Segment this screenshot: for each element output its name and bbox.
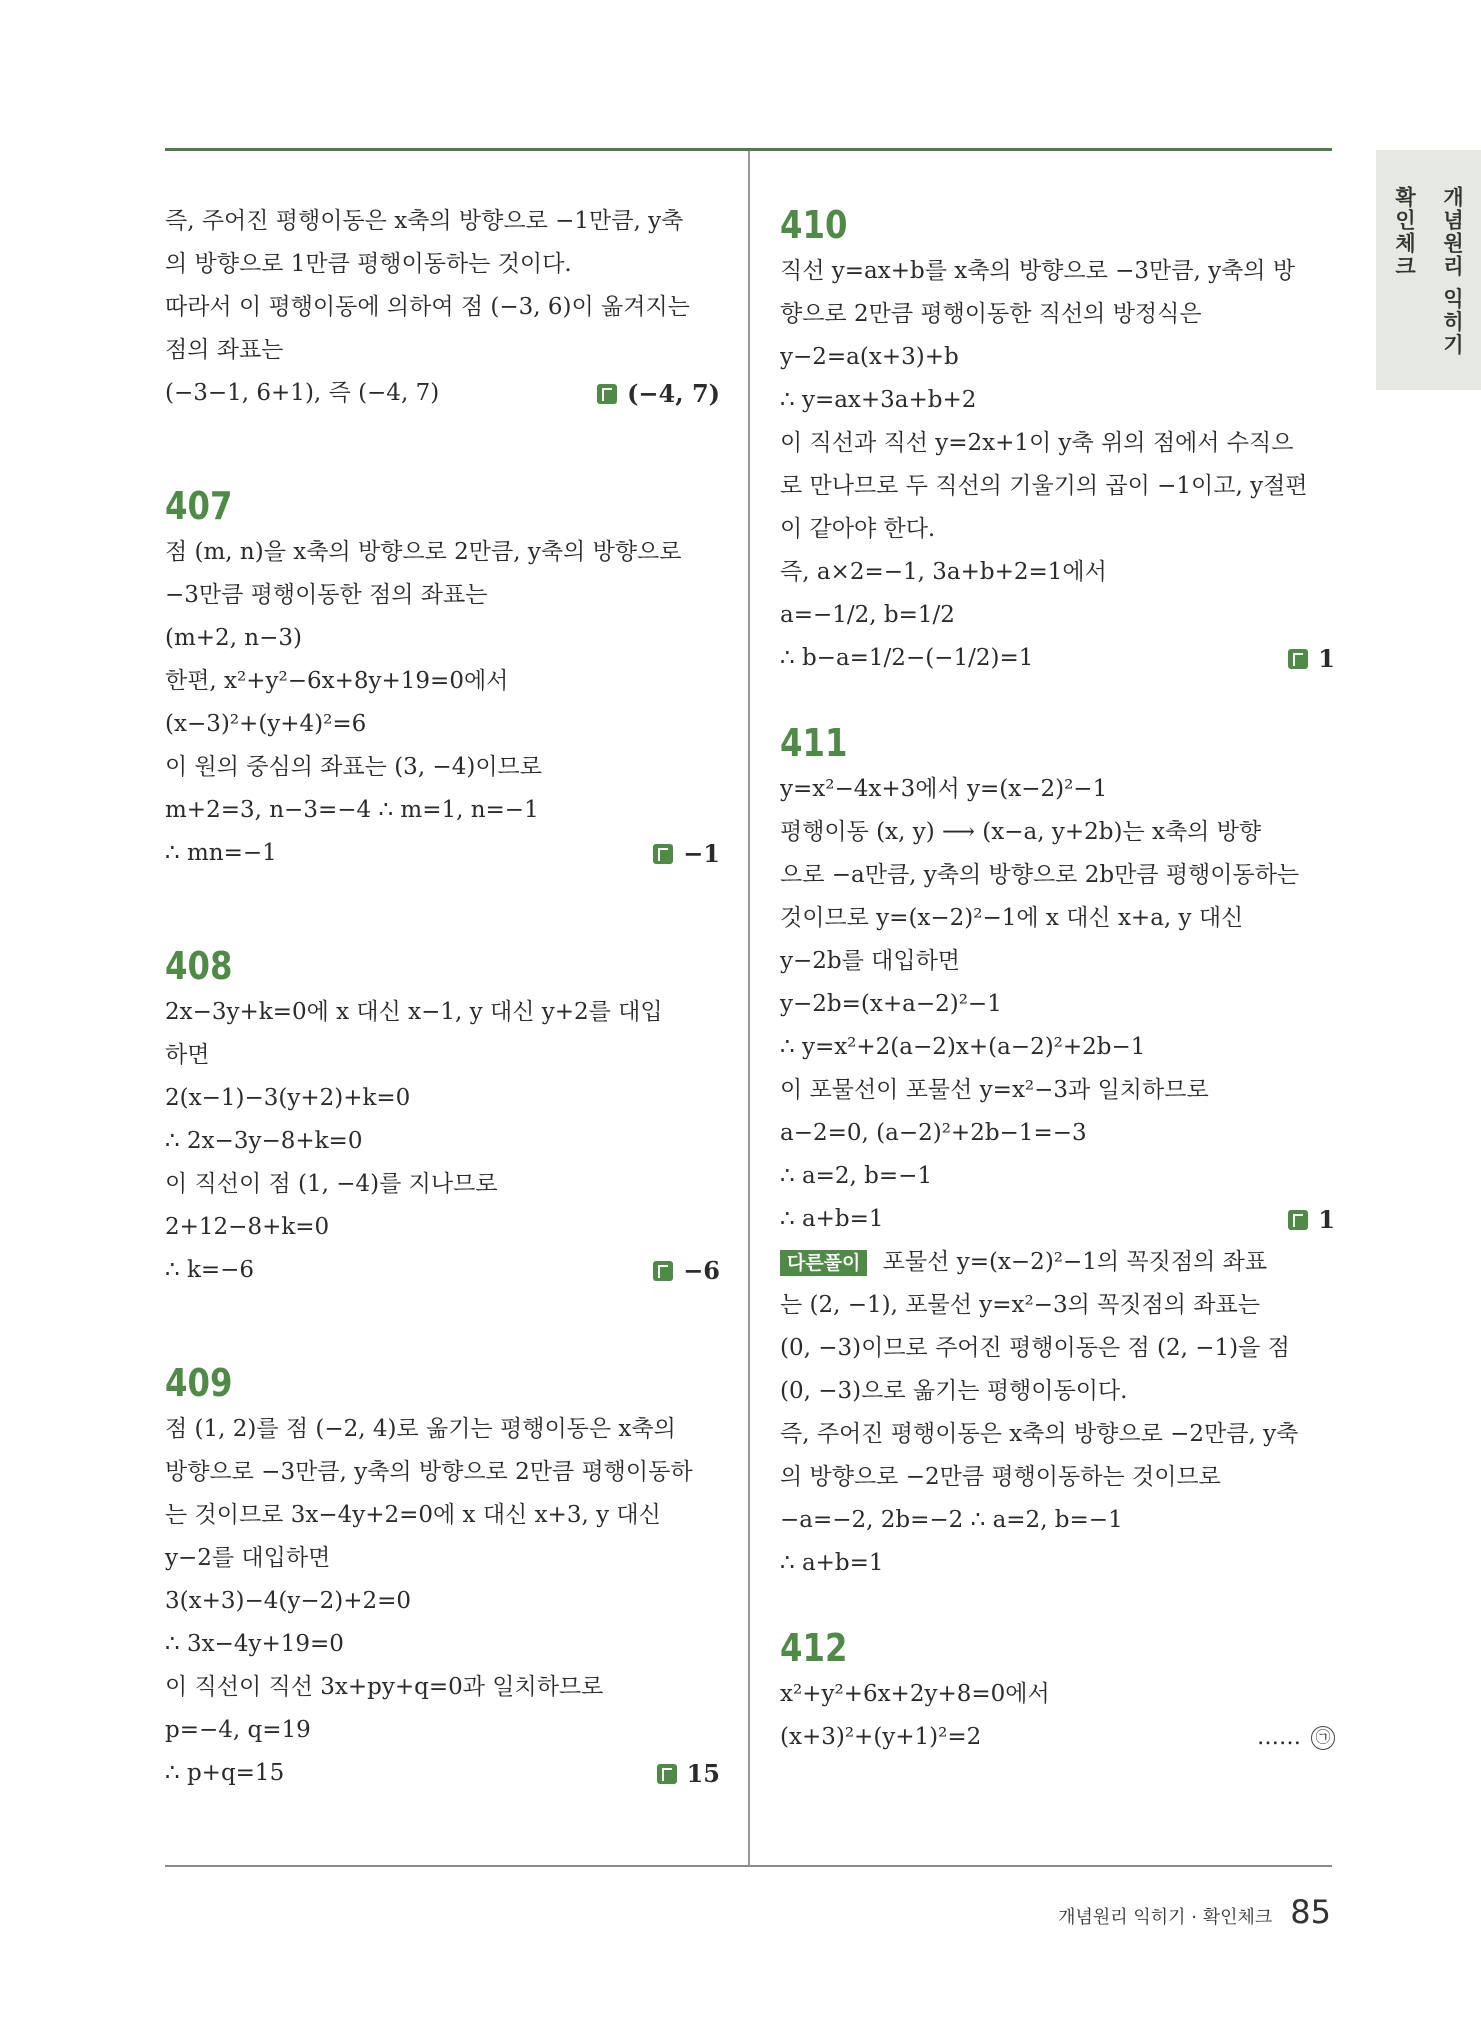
text-line: 이 포물선이 포물선 y=x²−3과 일치하므로 [780,1077,1209,1103]
text-line: 하면 [165,1042,210,1068]
text-line [780,637,1335,680]
problem-number: 412 [780,1626,848,1670]
text-line: −3만큼 평행이동한 점의 좌표는 [165,582,488,608]
problem-409 [165,1358,720,1795]
answer-value: 1 [1318,1205,1335,1234]
text-line: 즉, 주어진 평행이동은 x축의 방향으로 −1만큼, y축 [165,208,684,234]
answer-value: −6 [683,1256,720,1285]
answer-badge [653,832,720,875]
text-line: 는 (2, −1), 포물선 y=x²−3의 꼭짓점의 좌표는 [780,1292,1260,1318]
side-tab-label-2: 개념원리 익히기 [1440,186,1465,357]
text-line: ∴ a+b=1 [780,1550,884,1576]
text-line: 는 것이므로 3x−4y+2=0에 x 대신 x+3, y 대신 [165,1502,661,1528]
text-line: 점의 좌표는 [165,337,284,363]
text-line: 으로 −a만큼, y축의 방향으로 2b만큼 평행이동하는 [780,862,1300,888]
answer-badge [597,372,720,415]
page-number: 85 [1290,1893,1331,1931]
alt-solution-tag: 다른풀이 [780,1250,867,1276]
answer-icon [1288,649,1308,669]
text-line: 것이므로 y=(x−2)²−1에 x 대신 x+a, y 대신 [780,905,1244,931]
answer-icon [657,1764,677,1784]
left-column [165,200,720,1795]
text-line: 2x−3y+k=0에 x 대신 x−1, y 대신 y+2를 대입 [165,999,663,1025]
text-line: 이 같아야 한다. [780,516,936,542]
problem-411 [780,718,1335,1585]
answer-value: 1 [1318,644,1335,673]
text-span: (−3−1, 6+1), 즉 (−4, 7) [165,380,440,406]
column-divider [748,151,750,1865]
text-line: 로 만나므로 두 직선의 기울기의 곱이 −1이고, y절편 [780,473,1308,499]
text-line: 2+12−8+k=0 [165,1214,330,1240]
text-line: ∴ y=ax+3a+b+2 [780,387,977,413]
answer-value: (−4, 7) [627,379,720,408]
side-tab-label-1: 확인체크 [1392,186,1417,278]
text-line: 직선 y=ax+b를 x축의 방향으로 −3만큼, y축의 방 [780,258,1296,284]
side-tab [1376,150,1481,390]
text-line: 이 직선이 점 (1, −4)를 지나므로 [165,1171,498,1197]
text-span: ∴ k=−6 [165,1257,255,1283]
problem-408 [165,941,720,1292]
text-line: 이 원의 중심의 좌표는 (3, −4)이므로 [165,754,542,780]
problem-number: 408 [165,944,233,988]
text-line: 3(x+3)−4(y−2)+2=0 [165,1588,412,1614]
text-line: p=−4, q=19 [165,1717,311,1743]
text-line: 이 직선이 직선 3x+py+q=0과 일치하므로 [165,1674,604,1700]
answer-icon [653,1261,673,1281]
problem-number: 410 [780,203,848,247]
text-span: (x+3)²+(y+1)²=2 [780,1724,982,1750]
answer-badge [653,1249,720,1292]
text-line [780,1198,1335,1241]
text-line [165,832,720,875]
text-line: −a=−2, 2b=−2 ∴ a=2, b=−1 [780,1507,1123,1533]
text-span: ∴ a+b=1 [780,1206,884,1232]
text-span: ∴ b−a=1/2−(−1/2)=1 [780,645,1034,671]
text-line: 점 (m, n)을 x축의 방향으로 2만큼, y축의 방향으로 [165,539,682,565]
text-line: (0, −3)으로 옮기는 평행이동이다. [780,1378,1128,1404]
answer-icon [653,844,673,864]
circled-label: ㉠ [1311,1726,1335,1750]
text-line [165,372,720,415]
answer-badge [1288,1198,1335,1241]
answer-badge [657,1752,720,1795]
answer-value: −1 [683,839,720,868]
text-span: ∴ p+q=15 [165,1760,285,1786]
text-span: ∴ mn=−1 [165,840,277,866]
answer-icon [597,384,617,404]
intro-block [165,200,720,415]
text-line: 한편, x²+y²−6x+8y+19=0에서 [165,668,509,694]
problem-number: 411 [780,721,848,765]
problem-number: 409 [165,1361,233,1405]
text-line: 의 방향으로 −2만큼 평행이동하는 것이므로 [780,1464,1221,1490]
text-line: 이 직선과 직선 y=2x+1이 y축 위의 점에서 수직으 [780,430,1294,456]
text-line: y−2를 대입하면 [165,1545,331,1571]
answer-value: 15 [686,1759,720,1788]
text-line [165,1249,720,1292]
dots: …… [1257,1725,1301,1750]
text-line: (x−3)²+(y+4)²=6 [165,711,367,737]
text-line: y−2=a(x+3)+b [780,344,959,370]
text-line: y−2b를 대입하면 [780,948,961,974]
text-line: 즉, a×2=−1, 3a+b+2=1에서 [780,559,1107,585]
text-span: 포물선 y=(x−2)²−1의 꼭짓점의 좌표 [882,1249,1268,1275]
text-line [780,1241,1335,1284]
text-line [165,1752,720,1795]
text-line: 따라서 이 평행이동에 의하여 점 (−3, 6)이 옮겨지는 [165,294,690,320]
text-line: 향으로 2만큼 평행이동한 직선의 방정식은 [780,301,1202,327]
text-line: (m+2, n−3) [165,625,303,651]
text-line: a=−1/2, b=1/2 [780,602,955,628]
footer-label: 개념원리 익히기 · 확인체크 [1058,1907,1273,1928]
problem-412 [780,1623,1335,1759]
text-line: y−2b=(x+a−2)²−1 [780,991,1002,1017]
text-line: 즉, 주어진 평행이동은 x축의 방향으로 −2만큼, y축 [780,1421,1299,1447]
text-line: ∴ 2x−3y−8+k=0 [165,1128,363,1154]
text-line: 방향으로 −3만큼, y축의 방향으로 2만큼 평행이동하 [165,1459,693,1485]
equation-reference [1257,1716,1335,1759]
answer-badge [1288,637,1335,680]
problem-number: 407 [165,484,233,528]
text-line [780,1716,1335,1759]
text-line: ∴ y=x²+2(a−2)x+(a−2)²+2b−1 [780,1034,1146,1060]
text-line: y=x²−4x+3에서 y=(x−2)²−1 [780,776,1108,802]
text-line: 2(x−1)−3(y+2)+k=0 [165,1085,411,1111]
text-line: ∴ 3x−4y+19=0 [165,1631,344,1657]
bottom-rule [165,1865,1332,1867]
answer-icon [1288,1210,1308,1230]
text-line: ∴ a=2, b=−1 [780,1163,933,1189]
text-line: 평행이동 (x, y) ⟶ (x−a, y+2b)는 x축의 방향 [780,819,1262,845]
problem-410 [780,200,1335,680]
text-line: 의 방향으로 1만큼 평행이동하는 것이다. [165,251,572,277]
text-line: x²+y²+6x+2y+8=0에서 [780,1681,1050,1707]
text-line: 점 (1, 2)를 점 (−2, 4)로 옮기는 평행이동은 x축의 [165,1416,676,1442]
text-line: (0, −3)이므로 주어진 평행이동은 점 (2, −1)을 점 [780,1335,1290,1361]
right-column [780,200,1335,1759]
text-line: m+2=3, n−3=−4 ∴ m=1, n=−1 [165,797,539,823]
problem-407 [165,481,720,875]
page-footer [1058,1893,1331,1931]
text-line: a−2=0, (a−2)²+2b−1=−3 [780,1120,1087,1146]
